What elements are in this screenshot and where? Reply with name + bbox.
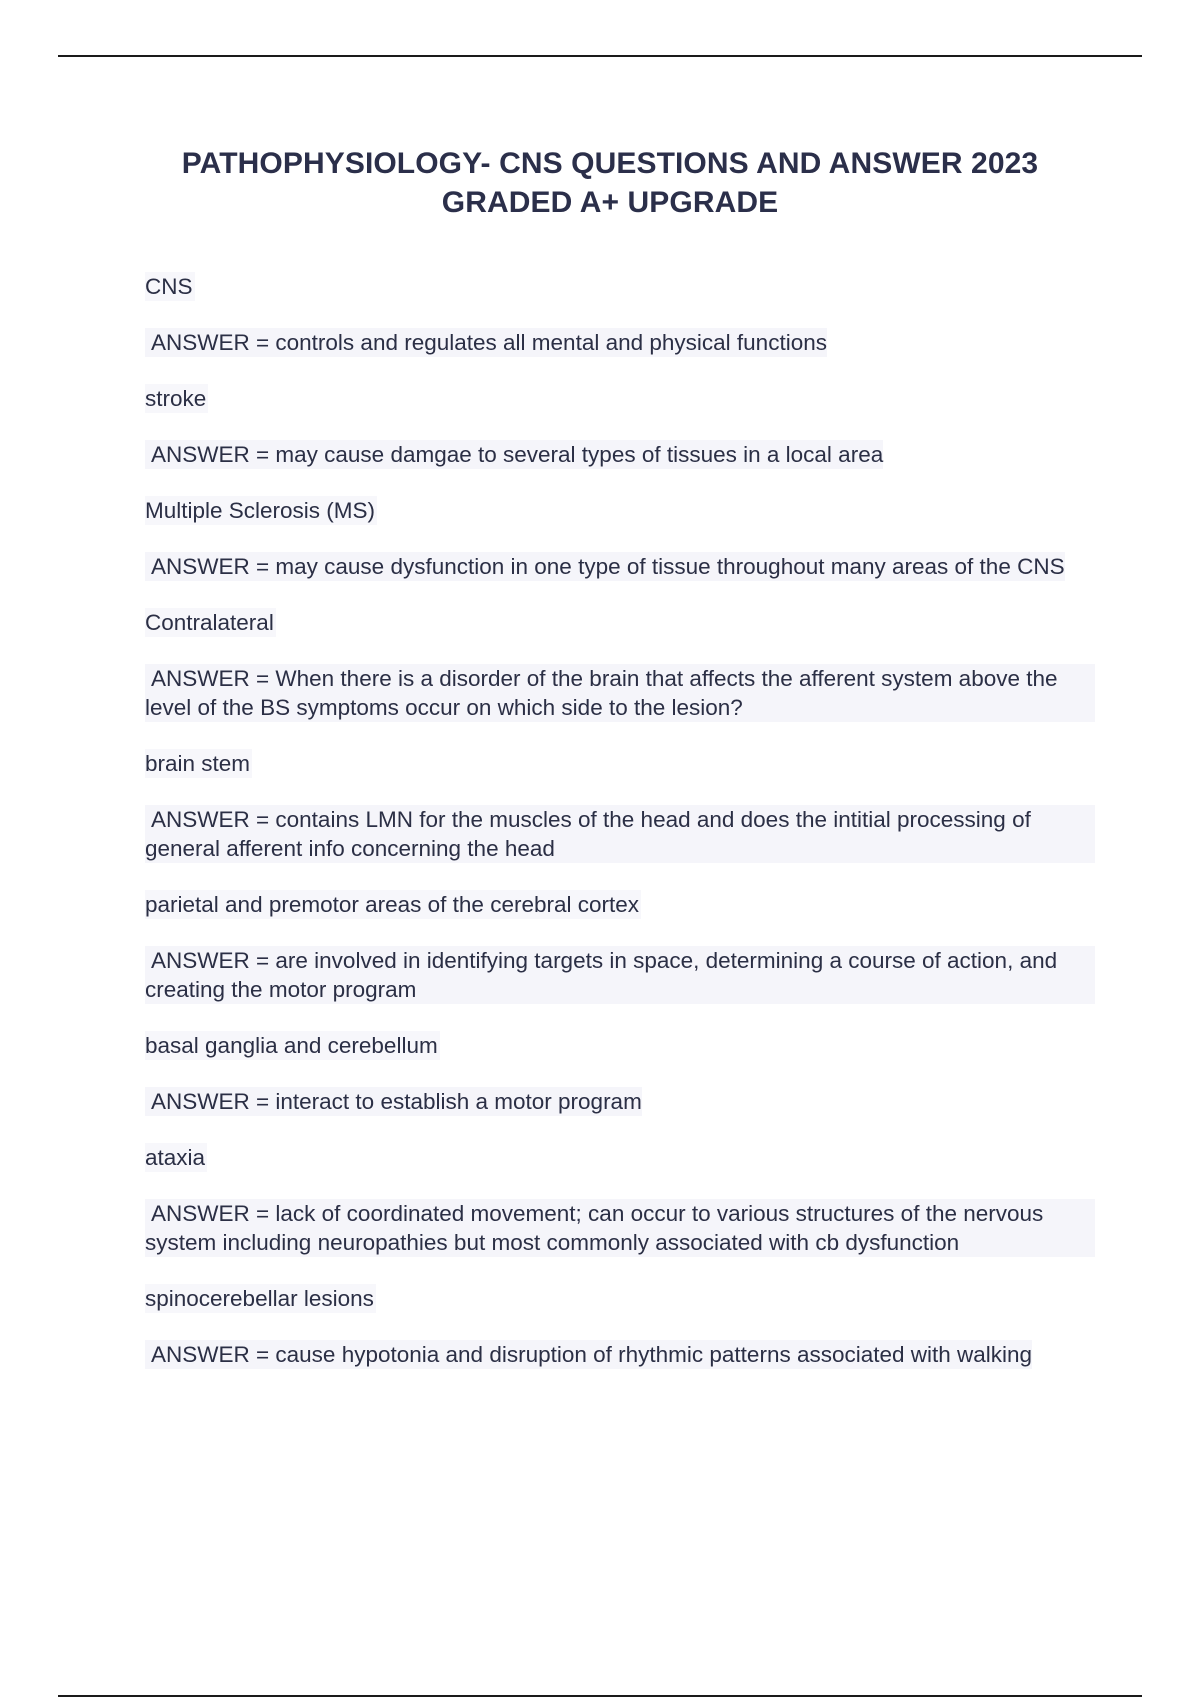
footer-rule <box>58 1695 1142 1697</box>
question-term: brain stem <box>145 751 251 776</box>
question-term: spinocerebellar lesions <box>145 1286 374 1311</box>
qa-list <box>145 272 1095 1396</box>
answer-text: ANSWER = are involved in identifying targets in space, determining a course of action, and creating the motor program <box>145 946 1095 1004</box>
answer-text: ANSWER = interact to establish a motor program <box>145 1087 642 1116</box>
qa-item <box>145 749 1095 863</box>
qa-item <box>145 608 1095 722</box>
question-term: Multiple Sclerosis (MS) <box>145 498 376 523</box>
answer-text: ANSWER = controls and regulates all mental and physical functions <box>145 328 827 357</box>
answer-text: ANSWER = lack of coordinated movement; can occur to various structures of the nervous system including neuropathies but most commonly associated with cb dysfunction <box>145 1199 1095 1257</box>
question-term: basal ganglia and cerebellum <box>145 1033 438 1058</box>
qa-item <box>145 384 1095 469</box>
answer-text: ANSWER = may cause damgae to several types of tissues in a local area <box>145 440 883 469</box>
header-rule <box>58 55 1142 57</box>
qa-item <box>145 1143 1095 1257</box>
question-term: parietal and premotor areas of the cerebral cortex <box>145 892 640 917</box>
qa-item <box>145 890 1095 1004</box>
qa-item <box>145 272 1095 357</box>
qa-item <box>145 1031 1095 1116</box>
question-term: Contralateral <box>145 610 274 635</box>
qa-item <box>145 1284 1095 1369</box>
answer-text: ANSWER = cause hypotonia and disruption of rhythmic patterns associated with walking <box>145 1340 1032 1369</box>
question-term: stroke <box>145 386 207 411</box>
question-term: ataxia <box>145 1145 206 1170</box>
document-title: PATHOPHYSIOLOGY- CNS QUESTIONS AND ANSWER 2023 GRADED A+ UPGRADE <box>181 147 1039 219</box>
qa-item <box>145 496 1095 581</box>
answer-text: ANSWER = contains LMN for the muscles of the head and does the intitial processing of general afferent info concerning the head <box>145 805 1095 863</box>
answer-text: ANSWER = may cause dysfunction in one type of tissue throughout many areas of the CNS <box>145 552 1065 581</box>
question-term: CNS <box>145 274 193 299</box>
answer-text: ANSWER = When there is a disorder of the brain that affects the afferent system above the level of the BS symptoms occur on which side to the lesion? <box>145 664 1095 722</box>
